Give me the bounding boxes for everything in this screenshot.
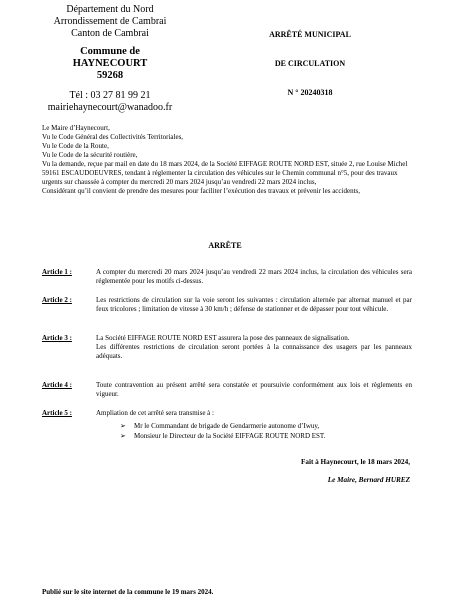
- arrow-bullet-icon: ➢: [120, 422, 126, 430]
- arrow-bullet-icon: ➢: [120, 432, 126, 440]
- recipient-text: Monsieur le Directeur de la Société EIFFAGE ROUTE NORD EST.: [134, 432, 326, 440]
- article-body: [96, 334, 412, 361]
- article-label: Article 2 :: [42, 296, 72, 304]
- article-label: Article 4 :: [42, 381, 72, 389]
- article-body: [96, 409, 412, 442]
- recipient-text: Mr le Commandant de brigade de Gendarmerie autonome d’Iwuy,: [134, 422, 320, 430]
- commune-block: [40, 46, 180, 82]
- email: mairiehaynecourt@wanadoo.fr: [47, 102, 173, 113]
- article-label: Article 1 :: [42, 268, 72, 276]
- recipient-item: [120, 432, 412, 441]
- commune-name: HAYNECOURT: [72, 58, 148, 69]
- preamble-line: Vu le Code Général des Collectivités Territoriales,: [42, 133, 184, 141]
- article-text: Ampliation de cet arrêté sera transmise à :: [96, 409, 214, 417]
- recipient-item: [120, 422, 412, 431]
- arrete-title-line2: DE CIRCULATION: [274, 59, 346, 68]
- article-label: Article 5 :: [42, 409, 72, 417]
- recipient-list: [96, 422, 412, 441]
- preamble-considering: Considérant qu’il convient de prendre des mesures pour faciliter l’exécution des travaux et prévenir les accidents,: [42, 187, 360, 195]
- commune-label: Commune de: [80, 46, 140, 57]
- preamble-line: Vu le Code de la sécurité routière,: [42, 151, 138, 159]
- article-text: Les différentes restrictions de circulation seront portées à la connaissance des usagers par les panneaux adéquats.: [96, 343, 412, 360]
- arrete-number: N ° 20240318: [287, 88, 333, 97]
- arrete-header: [245, 30, 375, 117]
- place-date: Fait à Haynecourt, le 18 mars 2024,: [301, 458, 410, 466]
- preamble: [42, 124, 412, 196]
- publication-footer: Publié sur le site internet de la commune le 19 mars 2024.: [42, 588, 214, 596]
- preamble-line: Vu la demande, reçue par mail en date du 18 mars 2024, de la Société EIFFAGE ROUTE NORD EST, située 2, rue Louise Michel 59161 ESCAUDOEUVRES, tendant à réglementer la circulation des véhicules sur le Chemin communal n°5, pour des travaux urgents sur chaussée à compter du mercredi 20 mars 2024 jusqu’au vendredi 22 mars 2024 inclus,: [42, 160, 408, 186]
- department: Département du Nord: [66, 4, 154, 15]
- arrondissement: Arrondissement de Cambrai: [53, 16, 167, 27]
- issuer-block: [40, 4, 180, 114]
- phone: Tél : 03 27 81 99 21: [69, 90, 151, 101]
- article-text: Toute contravention au présent arrêté sera constatée et poursuivie conformément aux lois et règlements en vigueur.: [96, 381, 412, 398]
- arrete-title-line1: ARRÊTÉ MUNICIPAL: [269, 30, 351, 39]
- signature-block: [260, 458, 410, 484]
- canton: Canton de Cambrai: [71, 28, 149, 39]
- mayor-name: Le Maire, Bernard HUREZ: [327, 476, 410, 484]
- article-label: Article 3 :: [42, 334, 72, 342]
- article-text: Les restrictions de circulation sur la voie seront les suivantes : circulation alternée par alternat manuel et par feux tricolores ; limitation de vitesse à 30 km/h ; défense de stationner et de dépasser pour tout véhicule.: [96, 296, 412, 313]
- article-text: La Société EIFFAGE ROUTE NORD EST assurera la pose des panneaux de signalisation.: [96, 334, 350, 342]
- arrete-heading: ARRÊTE: [208, 241, 242, 250]
- article-text: A compter du mercredi 20 mars 2024 jusqu’au vendredi 22 mars 2024 inclus, la circulation des véhicules sera réglementée pour les motifs ci-dessus.: [96, 268, 412, 285]
- preamble-line: Le Maire d’Haynecourt,: [42, 124, 110, 132]
- preamble-line: Vu le Code de la Route,: [42, 142, 109, 150]
- postal-code: 59268: [96, 70, 124, 81]
